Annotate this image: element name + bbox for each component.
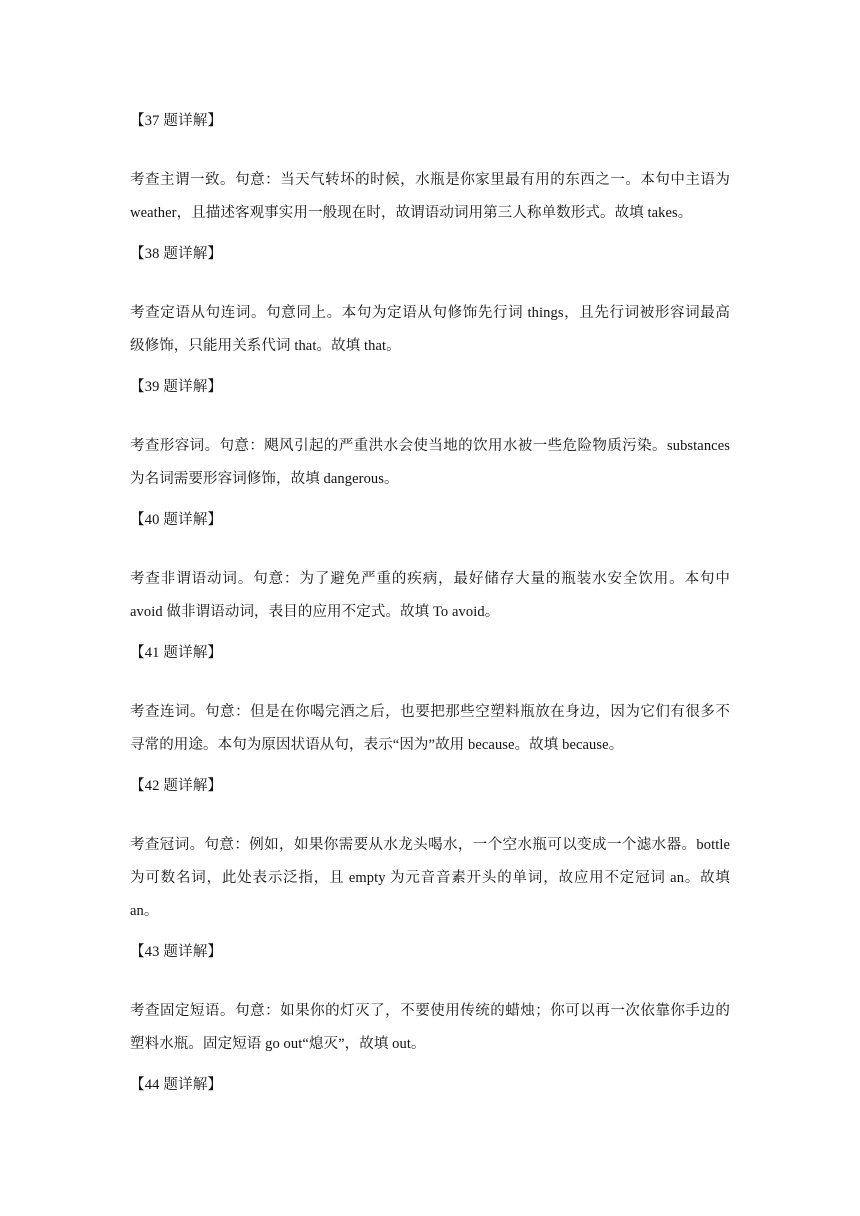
paragraph-line: 考查冠词。句意：例如，如果你需要从水龙头喝水，一个空水瓶可以变成一个滤水器。bottle: [130, 837, 730, 853]
section-heading: 【41 题详解】: [130, 645, 223, 661]
paragraph-line: 塑料水瓶。固定短语 go out“熄灭”，故填 out。: [130, 1036, 426, 1052]
section-heading: 【43 题详解】: [130, 944, 223, 960]
paragraph-line: 为可数名词，此处表示泛指，且 empty 为元音音素开头的单词，故应用不定冠词 an。故填: [130, 870, 730, 886]
section-q43: [130, 937, 730, 1061]
section-paragraph: [130, 563, 730, 629]
paragraph-line: 寻常的用途。本句为原因状语从句，表示“因为”故用 because。故填 because。: [130, 737, 624, 753]
section-q42: [130, 771, 730, 928]
section-q38: [130, 239, 730, 363]
section-paragraph: [130, 164, 730, 230]
section-paragraph: [130, 995, 730, 1061]
section-paragraph: [130, 696, 730, 762]
section-heading: 【40 题详解】: [130, 512, 223, 528]
paragraph-line: 考查形容词。句意：飓风引起的严重洪水会使当地的饮用水被一些危险物质污染。substances: [130, 438, 730, 454]
section-heading: 【42 题详解】: [130, 778, 223, 794]
paragraph-line: 级修饰，只能用关系代词 that。故填 that。: [130, 338, 401, 354]
section-heading: 【37 题详解】: [130, 113, 223, 129]
paragraph-line: 考查主谓一致。句意：当天气转坏的时候，水瓶是你家里最有用的东西之一。本句中主语为: [130, 172, 730, 188]
section-q39: [130, 372, 730, 496]
paragraph-line: 考查连词。句意：但是在你喝完酒之后，也要把那些空塑料瓶放在身边，因为它们有很多不: [130, 704, 730, 720]
section-paragraph: [130, 430, 730, 496]
section-q40: [130, 505, 730, 629]
section-paragraph: [130, 829, 730, 928]
paragraph-line: 考查定语从句连词。句意同上。本句为定语从句修饰先行词 things，且先行词被形容词最高: [130, 305, 730, 321]
paragraph-line: 考查固定短语。句意：如果你的灯灭了，不要使用传统的蜡烛；你可以再一次依靠你手边的: [130, 1003, 730, 1019]
answer-explanations: [130, 106, 730, 1128]
section-q37: [130, 106, 730, 230]
paragraph-line: 为名词需要形容词修饰，故填 dangerous。: [130, 471, 399, 487]
section-paragraph: [130, 297, 730, 363]
section-heading: 【38 题详解】: [130, 246, 223, 262]
section-heading: 【44 题详解】: [130, 1077, 223, 1093]
section-heading: 【39 题详解】: [130, 379, 223, 395]
paragraph-line: avoid 做非谓语动词，表目的应用不定式。故填 To avoid。: [130, 604, 500, 620]
section-q41: [130, 638, 730, 762]
paragraph-line: 考查非谓语动词。句意：为了避免严重的疾病，最好储存大量的瓶装水安全饮用。本句中: [130, 571, 730, 587]
paragraph-line: an。: [130, 903, 159, 919]
paragraph-line: weather，且描述客观事实用一般现在时，故谓语动词用第三人称单数形式。故填 takes。: [130, 205, 693, 221]
section-q44: [130, 1070, 730, 1100]
